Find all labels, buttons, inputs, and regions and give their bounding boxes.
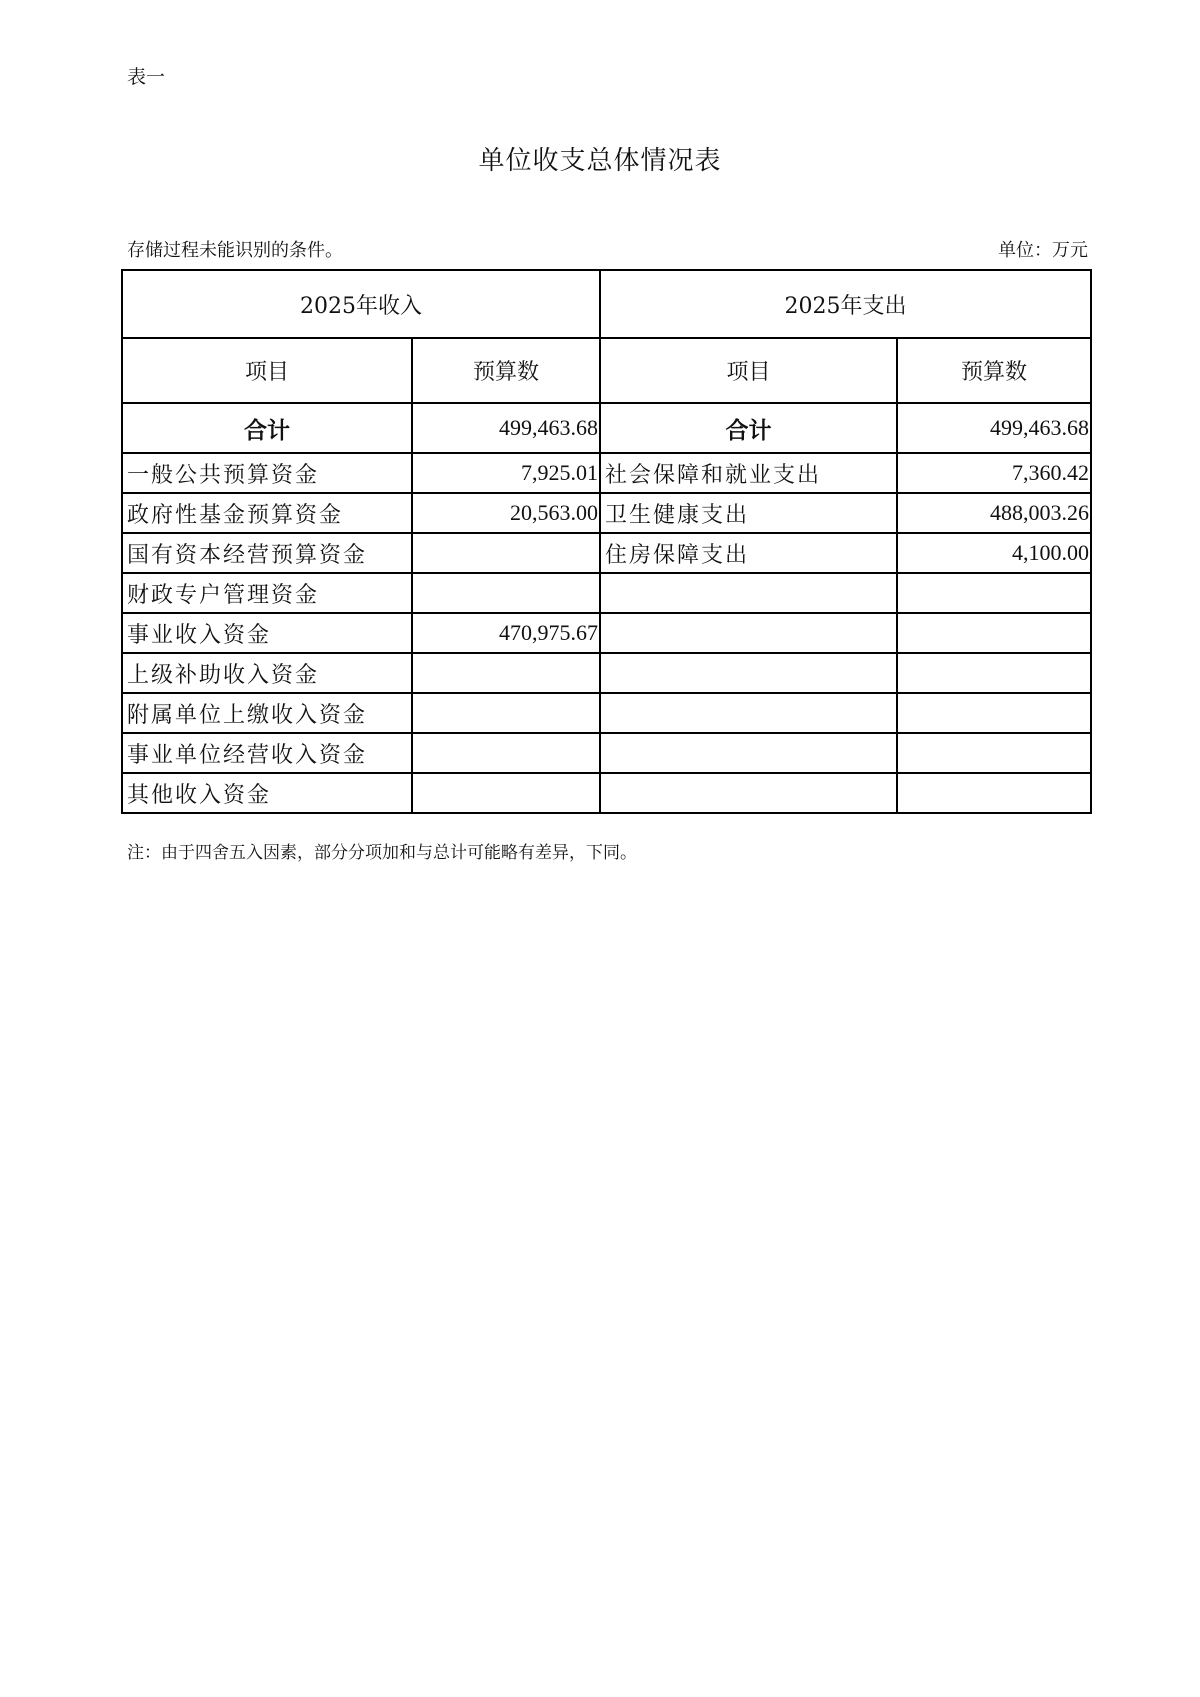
column-header-row [122, 338, 1091, 403]
income-value [412, 533, 600, 573]
table-row [122, 453, 1091, 493]
budget-table [121, 269, 1092, 814]
income-item: 上级补助收入资金 [122, 653, 412, 693]
status-text: 存储过程未能识别的条件。 [127, 240, 343, 261]
table-row [122, 693, 1091, 733]
income-value [412, 733, 600, 773]
income-budget-header: 预算数 [412, 338, 600, 403]
page-title: 单位收支总体情况表 [478, 146, 722, 176]
income-value [412, 653, 600, 693]
income-item: 财政专户管理资金 [122, 573, 412, 613]
expense-item [600, 773, 897, 813]
expense-item: 社会保障和就业支出 [600, 453, 897, 493]
income-value: 470,975.67 [412, 613, 600, 653]
expense-value [897, 573, 1091, 613]
expense-value [897, 613, 1091, 653]
income-item: 附属单位上缴收入资金 [122, 693, 412, 733]
footnote: 注：由于四舍五入因素，部分分项加和与总计可能略有差异，下同。 [127, 843, 637, 863]
expense-item [600, 573, 897, 613]
unit-label: 单位：万元 [998, 240, 1088, 261]
expense-value [897, 693, 1091, 733]
table-row [122, 493, 1091, 533]
income-value: 7,925.01 [412, 453, 600, 493]
income-header: 2025年收入 [122, 270, 600, 338]
expense-item [600, 613, 897, 653]
expense-header: 2025年支出 [600, 270, 1091, 338]
table-label: 表一 [127, 66, 166, 88]
income-value [412, 693, 600, 733]
expense-item [600, 733, 897, 773]
income-total-value: 499,463.68 [412, 403, 600, 453]
table-row [122, 773, 1091, 813]
income-item-header: 项目 [122, 338, 412, 403]
table-row [122, 533, 1091, 573]
expense-item: 住房保障支出 [600, 533, 897, 573]
income-item: 国有资本经营预算资金 [122, 533, 412, 573]
income-item: 事业单位经营收入资金 [122, 733, 412, 773]
table-row [122, 653, 1091, 693]
expense-total-label: 合计 [600, 403, 897, 453]
expense-value [897, 773, 1091, 813]
expense-item [600, 653, 897, 693]
expense-value [897, 653, 1091, 693]
expense-value: 7,360.42 [897, 453, 1091, 493]
expense-value: 4,100.00 [897, 533, 1091, 573]
table-row [122, 613, 1091, 653]
expense-value: 488,003.26 [897, 493, 1091, 533]
income-item: 一般公共预算资金 [122, 453, 412, 493]
income-value [412, 773, 600, 813]
expense-item-header: 项目 [600, 338, 897, 403]
expense-budget-header: 预算数 [897, 338, 1091, 403]
section-header-row [122, 270, 1091, 338]
expense-item: 卫生健康支出 [600, 493, 897, 533]
expense-item [600, 693, 897, 733]
income-item: 其他收入资金 [122, 773, 412, 813]
total-row [122, 403, 1091, 453]
income-item: 事业收入资金 [122, 613, 412, 653]
table-row [122, 733, 1091, 773]
expense-total-value: 499,463.68 [897, 403, 1091, 453]
expense-value [897, 733, 1091, 773]
table-row [122, 573, 1091, 613]
income-value [412, 573, 600, 613]
income-value: 20,563.00 [412, 493, 600, 533]
income-total-label: 合计 [122, 403, 412, 453]
income-item: 政府性基金预算资金 [122, 493, 412, 533]
